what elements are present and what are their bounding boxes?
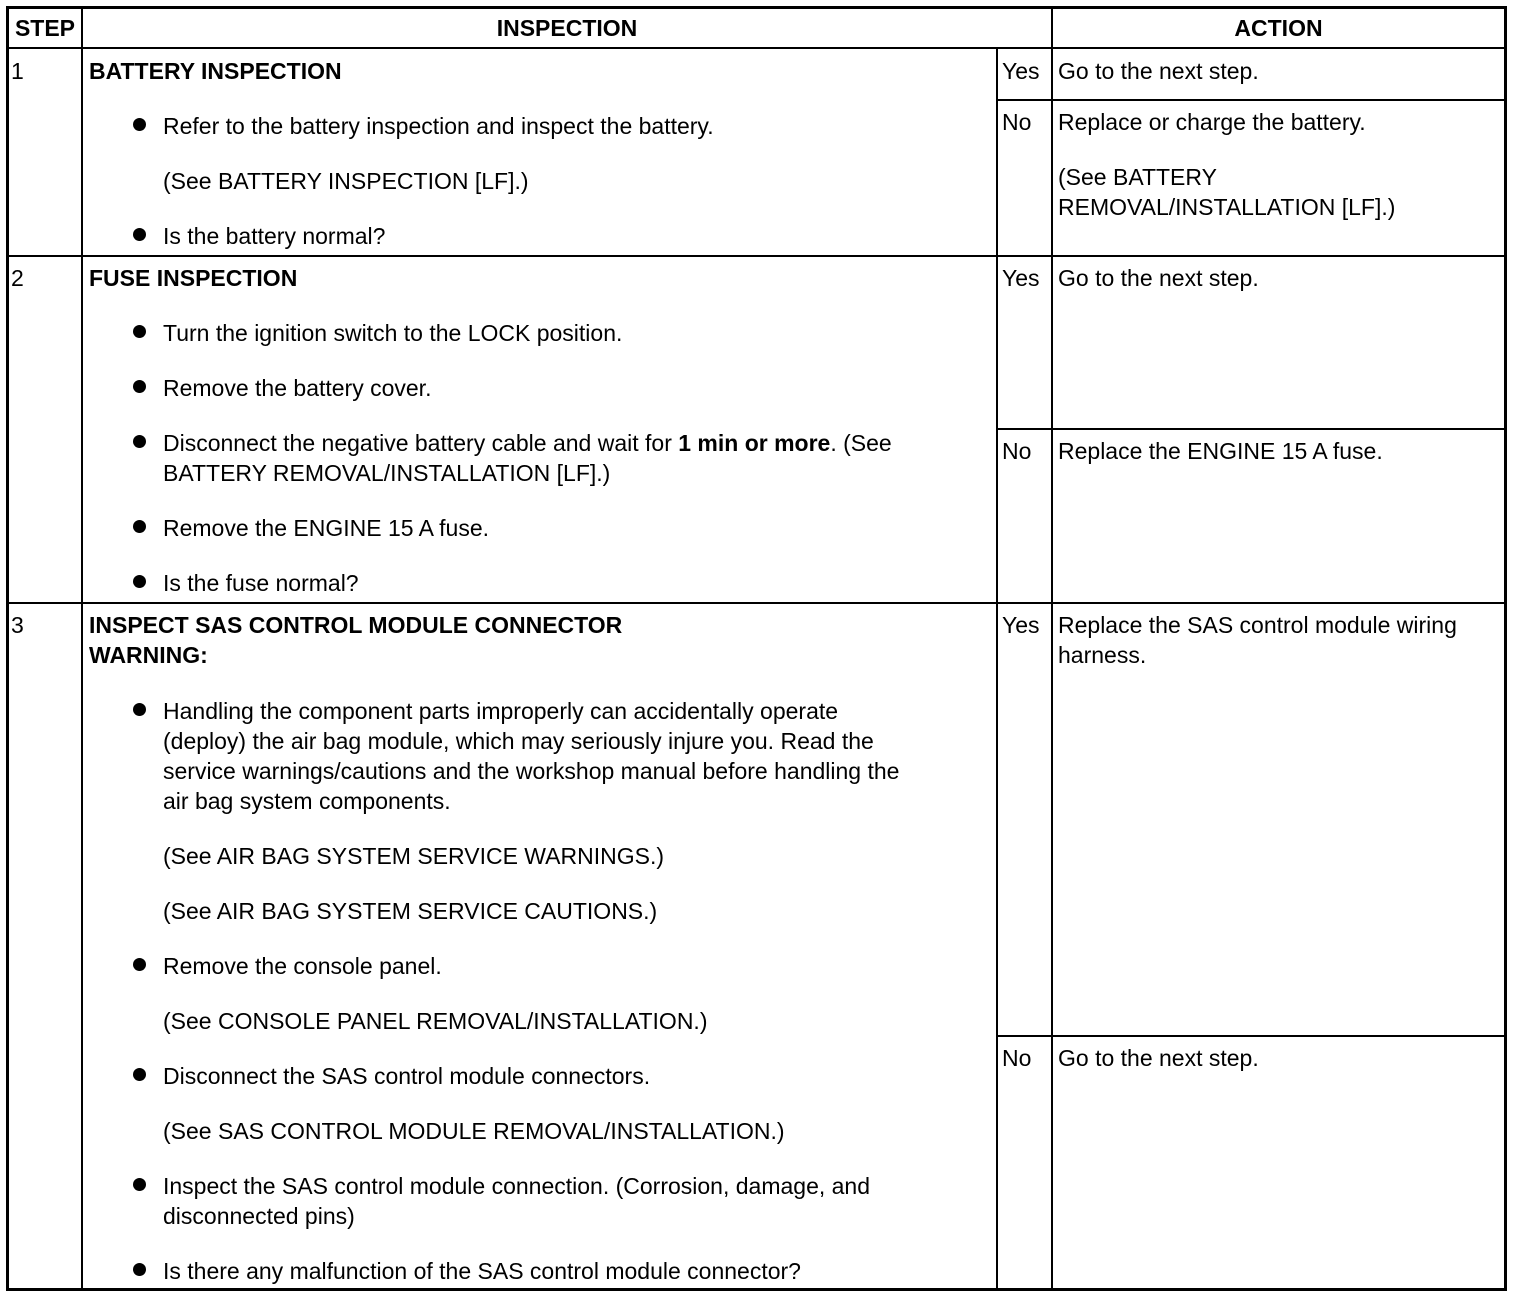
step-2-item-3-text: Disconnect the negative battery cable and wait for <box>163 430 679 456</box>
step-2-item-1: Turn the ignition switch to the LOCK position. <box>163 320 623 346</box>
step-1-no-note-2: REMOVAL/INSTALLATION [LF].) <box>1058 194 1396 220</box>
step-1-item-1: Refer to the battery inspection and inspect the battery. <box>163 113 714 139</box>
step-3-no-label: No <box>1002 1045 1032 1071</box>
step-2-item-3-line-2: BATTERY REMOVAL/INSTALLATION [LF].) <box>163 460 611 486</box>
step-2-item-5: Is the fuse normal? <box>163 570 359 596</box>
bullet-icon <box>133 118 146 131</box>
bullet-icon <box>133 228 146 241</box>
bullet-icon <box>133 520 146 533</box>
step-3-item-2: (See AIR BAG SYSTEM SERVICE WARNINGS.) <box>163 843 665 869</box>
step-3-item-1-line-3: service warnings/cautions and the workshop manual before handling the <box>163 758 900 784</box>
step-3-warning: WARNING: <box>89 642 208 668</box>
action-column-rule <box>1051 6 1053 1291</box>
step-3-number: 3 <box>11 612 24 638</box>
bullet-icon <box>133 703 146 716</box>
step1-bottom-rule <box>6 255 1507 257</box>
header-action: ACTION <box>1234 15 1323 41</box>
step-2-no-label: No <box>1002 438 1032 464</box>
step-1-item-3: Is the battery normal? <box>163 223 386 249</box>
step-3-item-9: Is there any malfunction of the SAS control module connector? <box>163 1258 801 1284</box>
step-1-no-note-1: (See BATTERY <box>1058 164 1217 190</box>
header-inspection: INSPECTION <box>496 15 638 41</box>
step-2-item-3-bold: 1 min or more <box>678 430 831 456</box>
step-1-yes-action: Go to the next step. <box>1058 58 1259 84</box>
step-3-no-action: Go to the next step. <box>1058 1045 1259 1071</box>
step-2-title: FUSE INSPECTION <box>89 265 298 291</box>
bullet-icon <box>133 325 146 338</box>
step-3-item-1-line-2: (deploy) the air bag module, which may seriously injure you. Read the <box>163 728 874 754</box>
inspection-column-rule <box>996 47 998 1291</box>
header-step: STEP <box>14 15 76 41</box>
bullet-icon <box>133 958 146 971</box>
step-2-no-action: Replace the ENGINE 15 A fuse. <box>1058 438 1383 464</box>
step-3-item-8-line-2: disconnected pins) <box>163 1203 355 1229</box>
step-3-item-3: (See AIR BAG SYSTEM SERVICE CAUTIONS.) <box>163 898 658 924</box>
bullet-icon <box>133 1068 146 1081</box>
bullet-icon <box>133 1178 146 1191</box>
bullet-icon <box>133 1263 146 1276</box>
step-3-item-5: (See CONSOLE PANEL REMOVAL/INSTALLATION.) <box>163 1008 708 1034</box>
step-2-yes-label: Yes <box>1002 265 1040 291</box>
bullet-icon <box>133 575 146 588</box>
step-3-yes-label: Yes <box>1002 612 1040 638</box>
step-1-no-label: No <box>1002 109 1032 135</box>
step2-yes-no-divider <box>996 428 1507 430</box>
step-3-item-1-line-1: Handling the component parts improperly can accidentally operate <box>163 698 839 724</box>
bullet-icon <box>133 435 146 448</box>
step-3-item-4: Remove the console panel. <box>163 953 442 979</box>
step-1-title: BATTERY INSPECTION <box>89 58 342 84</box>
step-1-no-action: Replace or charge the battery. <box>1058 109 1366 135</box>
step-3-item-8-line-1: Inspect the SAS control module connection. (Corrosion, damage, and <box>163 1173 871 1199</box>
step-2-yes-action: Go to the next step. <box>1058 265 1259 291</box>
step1-yes-no-divider <box>996 99 1507 101</box>
step-3-item-7: (See SAS CONTROL MODULE REMOVAL/INSTALLATION.) <box>163 1118 785 1144</box>
step-2-number: 2 <box>11 265 24 291</box>
step-1-number: 1 <box>11 58 24 84</box>
step-2-item-3 <box>163 428 892 458</box>
step3-yes-no-divider <box>996 1035 1507 1037</box>
step-3-title: INSPECT SAS CONTROL MODULE CONNECTOR <box>89 612 623 638</box>
step-3-yes-action-line-2: harness. <box>1058 642 1147 668</box>
step-column-rule <box>81 6 83 1291</box>
step-3-item-1-line-4: air bag system components. <box>163 788 451 814</box>
step2-bottom-rule <box>6 602 1507 604</box>
step-2-item-4: Remove the ENGINE 15 A fuse. <box>163 515 489 541</box>
step-3-yes-action-line-1: Replace the SAS control module wiring <box>1058 612 1457 638</box>
step-2-item-2: Remove the battery cover. <box>163 375 432 401</box>
step-3-item-6: Disconnect the SAS control module connectors. <box>163 1063 651 1089</box>
step-1-item-2: (See BATTERY INSPECTION [LF].) <box>163 168 529 194</box>
bullet-icon <box>133 380 146 393</box>
step-2-item-3-after: . (See <box>830 430 892 456</box>
header-rule <box>6 47 1507 49</box>
step-1-yes-label: Yes <box>1002 58 1040 84</box>
